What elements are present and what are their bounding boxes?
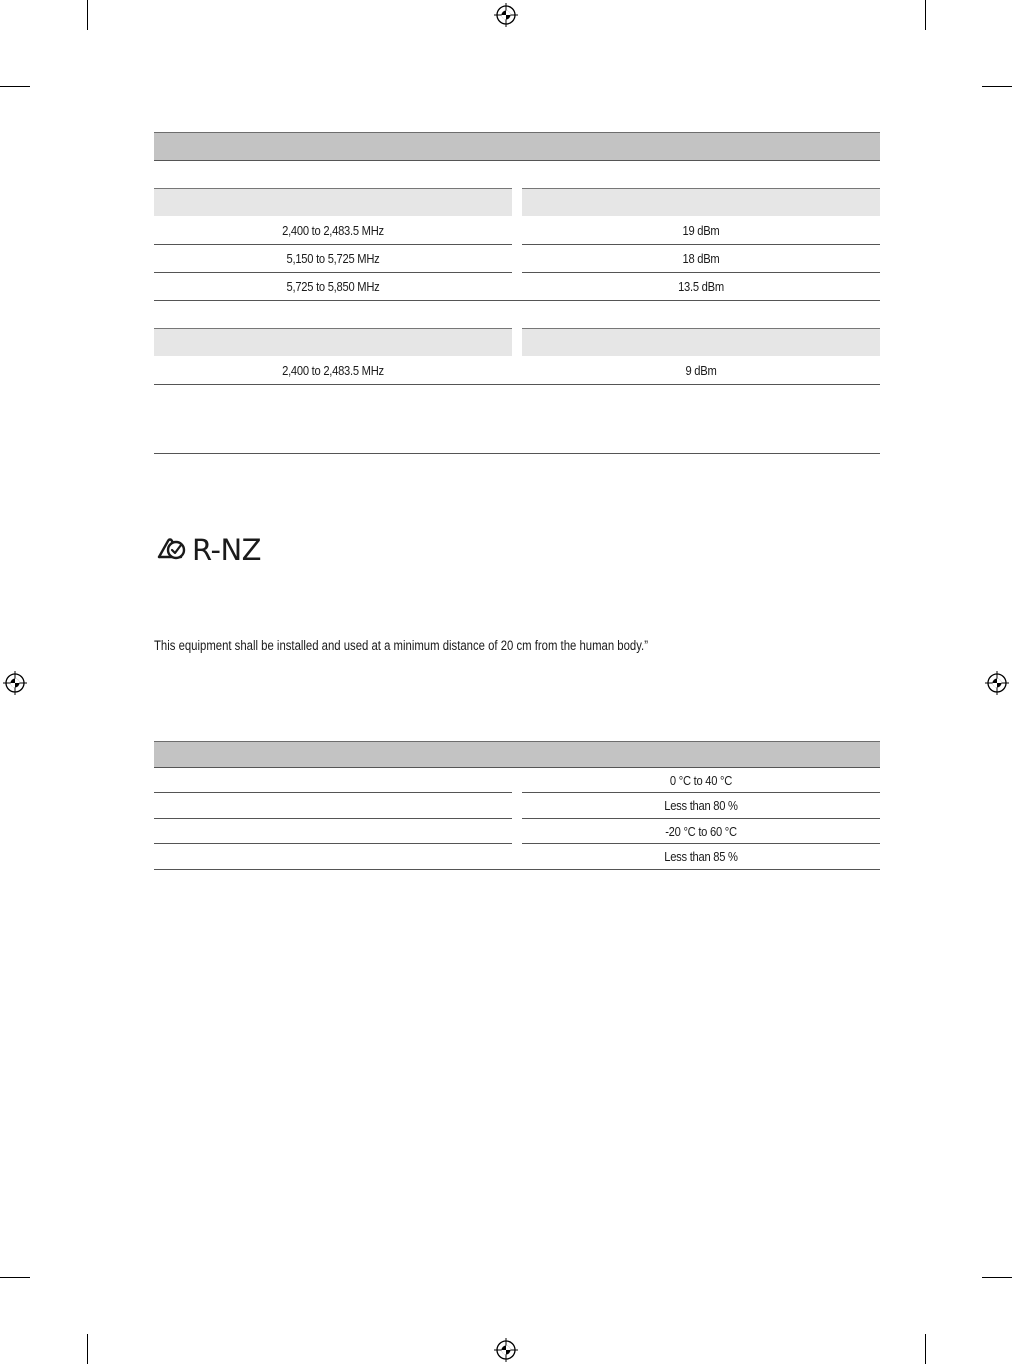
registration-mark-icon xyxy=(494,3,518,27)
rcm-mark-text: R-NZ xyxy=(192,533,261,567)
registration-mark-icon xyxy=(494,1338,518,1362)
column-header-output-power xyxy=(522,188,880,216)
environment-value-cell: 0 °C to 40 °C xyxy=(669,773,733,788)
frequency-cell: 2,400 to 2,483.5 MHz xyxy=(282,223,384,238)
column-header-frequency xyxy=(154,328,512,356)
crop-mark xyxy=(982,86,1012,87)
output-power-cell: 9 dBm xyxy=(685,363,717,378)
frequency-cell: 2,400 to 2,483.5 MHz xyxy=(282,363,384,378)
crop-mark xyxy=(925,0,926,30)
frequency-cell: 5,725 to 5,850 MHz xyxy=(286,279,380,294)
rcm-check-icon xyxy=(156,536,190,564)
row-rule xyxy=(154,384,880,385)
rcm-certification-mark xyxy=(156,534,266,566)
crop-mark xyxy=(0,1277,30,1278)
row-rule xyxy=(154,300,880,301)
output-power-cell: 19 dBm xyxy=(682,223,720,238)
crop-mark xyxy=(0,86,30,87)
row-rule xyxy=(154,843,512,844)
output-power-cell: 13.5 dBm xyxy=(678,279,724,294)
crop-mark xyxy=(925,1334,926,1364)
table-bottom-rule xyxy=(154,453,880,454)
crop-mark xyxy=(982,1277,1012,1278)
crop-mark xyxy=(87,0,88,30)
table-header xyxy=(154,132,880,160)
table-divider xyxy=(154,160,880,161)
column-header-output-power xyxy=(522,328,880,356)
row-rule xyxy=(154,818,512,819)
column-header-frequency xyxy=(154,188,512,216)
environment-value-cell: Less than 80 % xyxy=(664,798,738,813)
row-rule xyxy=(154,792,512,793)
environment-value-cell: Less than 85 % xyxy=(664,849,738,864)
frequency-cell: 5,150 to 5,725 MHz xyxy=(286,251,380,266)
registration-mark-icon xyxy=(985,671,1009,695)
crop-mark xyxy=(87,1334,88,1364)
rf-exposure-notice: This equipment shall be installed and used at a minimum distance of 20 cm from the human body.” xyxy=(154,638,648,653)
table-bottom-rule xyxy=(154,869,880,870)
environment-value-cell: -20 °C to 60 °C xyxy=(665,824,737,839)
table-header xyxy=(154,741,880,767)
output-power-cell: 18 dBm xyxy=(682,251,720,266)
registration-mark-icon xyxy=(3,671,27,695)
